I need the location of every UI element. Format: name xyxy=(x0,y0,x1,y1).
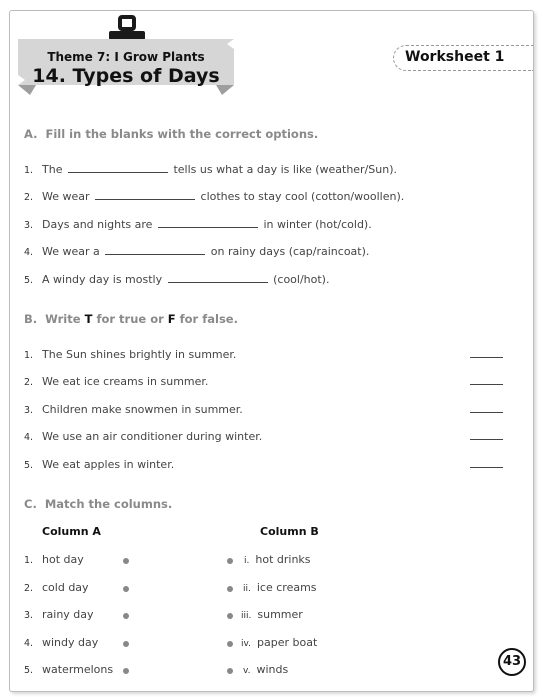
statement-text: The Sun shines brightly in summer. xyxy=(42,348,237,361)
roman-numeral: ii. xyxy=(243,584,251,594)
item-number: 4. xyxy=(24,247,34,258)
item-number: 5. xyxy=(24,665,34,676)
match-dot-b[interactable] xyxy=(227,641,233,647)
answer-blank[interactable] xyxy=(168,273,268,283)
section-b-text: Write xyxy=(45,312,81,326)
column-b-title: Column B xyxy=(260,525,319,538)
section-c-letter: C. xyxy=(24,497,37,511)
title-banner xyxy=(18,39,234,95)
item-number: 2. xyxy=(24,377,34,388)
match-dot-a[interactable] xyxy=(123,641,129,647)
match-dot-b[interactable] xyxy=(227,586,233,592)
statement-text: We use an air conditioner during winter. xyxy=(42,430,263,443)
column-a-item-4 xyxy=(24,636,98,649)
section-b-item-5 xyxy=(24,458,174,471)
section-a-item-1 xyxy=(24,163,397,176)
section-b-item-4 xyxy=(24,430,262,443)
theme-title: Theme 7: I Grow Plants xyxy=(47,50,205,64)
column-a-text: rainy day xyxy=(42,608,94,621)
section-a-instruction: Fill in the blanks with the correct options. xyxy=(45,127,319,141)
column-b-text: ice creams xyxy=(256,581,317,594)
roman-numeral: iii. xyxy=(241,611,252,621)
match-dot-b[interactable] xyxy=(227,613,233,619)
column-b-text: hot drinks xyxy=(255,553,311,566)
item-text-after: in winter (hot/cold). xyxy=(263,218,372,231)
true-letter: T xyxy=(84,312,93,326)
answer-blank[interactable] xyxy=(470,439,503,440)
column-a-title: Column A xyxy=(42,525,101,538)
section-b-text: for false. xyxy=(179,312,238,326)
item-text-after: on rainy days (cap/raincoat). xyxy=(210,245,370,258)
statement-text: Children make snowmen in summer. xyxy=(42,403,243,416)
column-b-item-3 xyxy=(241,608,303,621)
item-number: 2. xyxy=(24,192,34,203)
column-a-item-1 xyxy=(24,553,84,566)
item-number: 3. xyxy=(24,220,34,231)
column-a-text: watermelons xyxy=(42,663,114,676)
section-b-item-1 xyxy=(24,348,236,361)
item-text-before: A windy day is mostly xyxy=(42,273,163,286)
section-a-item-3 xyxy=(24,218,372,231)
statement-text: We eat apples in winter. xyxy=(42,458,175,471)
item-text-before: The xyxy=(42,163,63,176)
answer-blank[interactable] xyxy=(158,218,258,228)
column-b-text: summer xyxy=(257,608,303,621)
item-number: 1. xyxy=(24,165,34,176)
clip-icon xyxy=(118,15,136,31)
section-b-item-3 xyxy=(24,403,243,416)
column-a-item-2 xyxy=(24,581,89,594)
item-text-after: clothes to stay cool (cotton/woollen). xyxy=(200,190,405,203)
item-text-before: We wear xyxy=(42,190,90,203)
item-text-before: Days and nights are xyxy=(42,218,153,231)
answer-blank[interactable] xyxy=(470,412,503,413)
answer-blank[interactable] xyxy=(68,163,168,173)
column-b-item-1 xyxy=(244,553,311,566)
section-a-item-2 xyxy=(24,190,404,203)
column-a-text: windy day xyxy=(42,636,99,649)
column-b-text: paper boat xyxy=(257,636,318,649)
match-dot-a[interactable] xyxy=(123,613,129,619)
section-a-heading xyxy=(24,127,318,141)
answer-blank[interactable] xyxy=(470,467,503,468)
item-number: 4. xyxy=(24,432,34,443)
section-a-letter: A. xyxy=(24,127,38,141)
item-number: 1. xyxy=(24,350,34,361)
item-number: 4. xyxy=(24,638,34,649)
worksheet-tag xyxy=(393,45,533,71)
page-number: 43 xyxy=(498,648,526,676)
section-c-heading xyxy=(24,497,172,511)
answer-blank[interactable] xyxy=(95,190,195,200)
section-a-item-4 xyxy=(24,245,369,258)
item-number: 5. xyxy=(24,460,34,471)
match-dot-b[interactable] xyxy=(227,668,233,674)
item-text-after: tells us what a day is like (weather/Sun). xyxy=(173,163,398,176)
match-dot-a[interactable] xyxy=(123,558,129,564)
item-text-before: We wear a xyxy=(42,245,100,258)
roman-numeral: i. xyxy=(244,556,250,566)
answer-blank[interactable] xyxy=(470,384,503,385)
chapter-title: 14. Types of Days xyxy=(32,65,220,87)
match-dot-a[interactable] xyxy=(123,586,129,592)
answer-blank[interactable] xyxy=(105,245,205,255)
column-a-text: hot day xyxy=(42,553,84,566)
worksheet-label: Worksheet 1 xyxy=(405,49,505,65)
item-number: 5. xyxy=(24,275,34,286)
column-b-item-4 xyxy=(241,636,317,649)
section-b-text: for true or xyxy=(96,312,164,326)
match-dot-a[interactable] xyxy=(123,668,129,674)
section-b-item-2 xyxy=(24,375,208,388)
answer-blank[interactable] xyxy=(470,357,503,358)
item-text-after: (cool/hot). xyxy=(273,273,330,286)
column-a-text: cold day xyxy=(42,581,89,594)
false-letter: F xyxy=(167,312,176,326)
roman-numeral: v. xyxy=(243,666,251,676)
match-dot-b[interactable] xyxy=(227,558,233,564)
section-c-instruction: Match the columns. xyxy=(44,497,173,511)
column-b-item-5 xyxy=(243,663,288,676)
item-number: 3. xyxy=(24,610,34,621)
section-a-item-5 xyxy=(24,273,329,286)
column-a-item-5 xyxy=(24,663,113,676)
item-number: 1. xyxy=(24,555,34,566)
column-b-text: winds xyxy=(256,663,289,676)
item-number: 2. xyxy=(24,583,34,594)
column-a-item-3 xyxy=(24,608,94,621)
section-b-letter: B. xyxy=(24,312,38,326)
section-b-heading xyxy=(24,312,238,326)
roman-numeral: iv. xyxy=(241,639,251,649)
column-b-item-2 xyxy=(243,581,317,594)
item-number: 3. xyxy=(24,405,34,416)
statement-text: We eat ice creams in summer. xyxy=(42,375,209,388)
